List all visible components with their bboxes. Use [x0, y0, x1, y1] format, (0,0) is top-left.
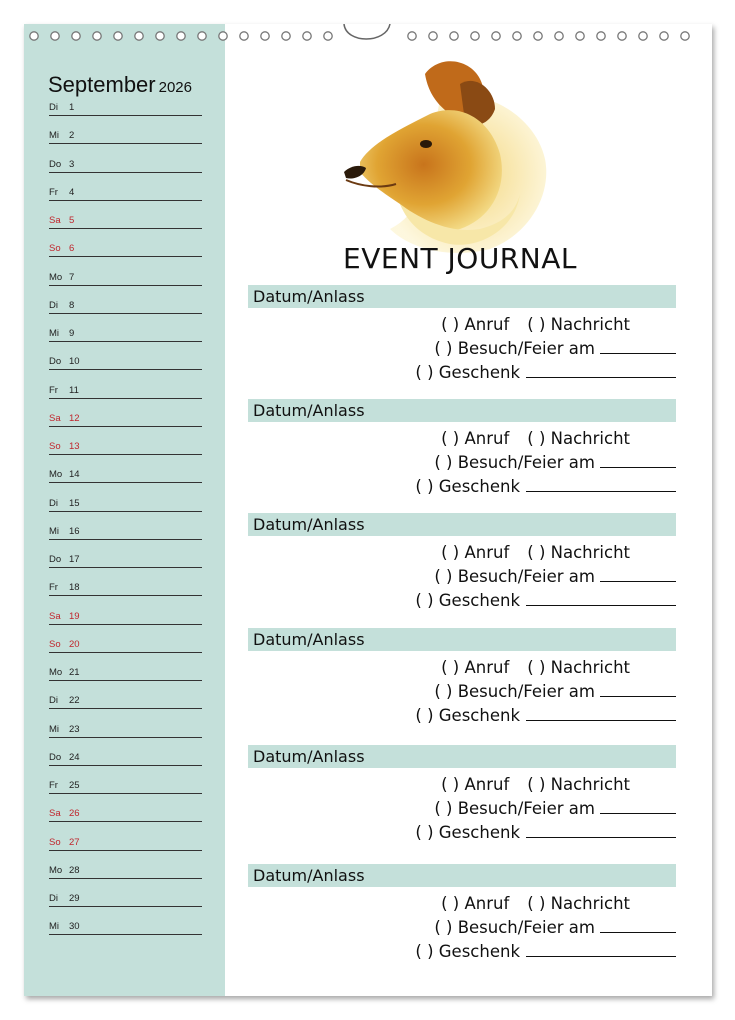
day-number: 6: [69, 243, 75, 255]
day-number: 24: [69, 751, 80, 763]
day-row: [49, 186, 202, 201]
day-number: 10: [69, 356, 80, 368]
collie-dog-watercolor-icon: [330, 44, 560, 264]
day-number: 2: [69, 130, 75, 142]
day-number: 3: [69, 158, 75, 170]
binding-ring-icon: [219, 32, 227, 40]
contact-options: [441, 429, 630, 448]
entry-header: Datum/Anlass: [253, 401, 365, 420]
gift-blank[interactable]: [526, 706, 676, 721]
weekday-label: Do: [49, 356, 62, 368]
call-checkbox-label[interactable]: ( ) Anruf: [441, 315, 510, 334]
day-number: 30: [69, 921, 80, 933]
day-row: [49, 468, 202, 483]
weekday-label: Sa: [49, 610, 61, 622]
entry-header-band: [248, 399, 676, 422]
binding-ring-icon: [492, 32, 500, 40]
gift-line: [415, 591, 676, 610]
day-row: [49, 497, 202, 512]
weekday-label: Sa: [49, 215, 61, 226]
day-row: [49, 864, 202, 879]
binding-ring-icon: [471, 32, 479, 40]
binding-ring-icon: [177, 32, 185, 40]
day-number: 25: [69, 780, 80, 791]
weekday-label: Mi: [49, 328, 60, 339]
binding-ring-icon: [93, 32, 101, 40]
call-checkbox-label[interactable]: ( ) Anruf: [441, 894, 510, 913]
message-checkbox-label[interactable]: ( ) Nachricht: [527, 315, 630, 334]
day-number: 5: [69, 215, 75, 226]
day-row: [49, 384, 202, 399]
day-number: 9: [69, 328, 75, 339]
visit-checkbox-label[interactable]: ( ) Besuch/Feier am: [434, 339, 595, 358]
gift-line: [415, 477, 676, 496]
weekday-label: So: [49, 638, 61, 650]
day-row: [49, 271, 202, 286]
month-name: September: [48, 72, 156, 97]
day-number: 15: [69, 497, 80, 509]
binding-ring-icon: [135, 32, 143, 40]
entry-header-band: [248, 628, 676, 651]
binding-ring-icon: [408, 32, 416, 40]
weekday-label: So: [49, 441, 61, 452]
day-number: 14: [69, 469, 80, 481]
visit-date-blank[interactable]: [600, 799, 676, 814]
entry-header-band: [248, 285, 676, 308]
day-row: [49, 920, 202, 935]
weekday-label: Fr: [49, 582, 58, 594]
day-number: 13: [69, 441, 80, 452]
binding-ring-icon: [639, 32, 647, 40]
weekday-label: Di: [49, 893, 58, 904]
binding-ring-icon: [618, 32, 626, 40]
collie-dog-illustration: [330, 44, 560, 264]
day-row: [49, 892, 202, 907]
day-row: [49, 807, 202, 822]
gift-checkbox-label[interactable]: ( ) Geschenk: [415, 363, 520, 382]
day-number: 20: [69, 638, 80, 650]
day-number: 17: [69, 554, 80, 565]
binding-ring-icon: [282, 32, 290, 40]
call-checkbox-label[interactable]: ( ) Anruf: [441, 543, 510, 562]
day-row: [49, 836, 202, 851]
message-checkbox-label[interactable]: ( ) Nachricht: [527, 658, 630, 677]
gift-checkbox-label[interactable]: ( ) Geschenk: [415, 823, 520, 842]
binding-ring-icon: [72, 32, 80, 40]
day-row: [49, 214, 202, 229]
weekday-label: Mi: [49, 921, 60, 933]
day-number: 21: [69, 667, 80, 678]
entry-header: Datum/Anlass: [253, 747, 365, 766]
contact-options: [441, 315, 630, 334]
weekday-label: Di: [49, 497, 58, 509]
binding-ring-icon: [324, 32, 332, 40]
weekday-label: Sa: [49, 412, 61, 424]
visit-date-blank[interactable]: [600, 453, 676, 468]
binding-ring-icon: [30, 32, 38, 40]
calendar-sidebar: [24, 24, 225, 996]
visit-line: [434, 918, 676, 937]
entry-header: Datum/Anlass: [253, 515, 365, 534]
gift-checkbox-label[interactable]: ( ) Geschenk: [415, 706, 520, 725]
weekday-label: Mi: [49, 723, 60, 735]
day-row: [49, 553, 202, 568]
day-row: [49, 666, 202, 681]
day-row: [49, 694, 202, 709]
day-row: [49, 412, 202, 427]
binding-ring-icon: [513, 32, 521, 40]
weekday-label: Do: [49, 158, 62, 170]
binding-ring-icon: [555, 32, 563, 40]
weekday-label: Di: [49, 102, 58, 113]
binding-ring-icon: [597, 32, 605, 40]
visit-date-blank[interactable]: [600, 339, 676, 354]
day-number: 18: [69, 582, 80, 594]
day-row: [49, 525, 202, 540]
gift-blank[interactable]: [526, 591, 676, 606]
gift-line: [415, 942, 676, 961]
gift-line: [415, 823, 676, 842]
day-number: 28: [69, 864, 80, 876]
weekday-label: Di: [49, 299, 58, 311]
binding-ring-icon: [681, 32, 689, 40]
message-checkbox-label[interactable]: ( ) Nachricht: [527, 894, 630, 913]
weekday-label: Sa: [49, 808, 61, 820]
message-checkbox-label[interactable]: ( ) Nachricht: [527, 543, 630, 562]
visit-line: [434, 567, 676, 586]
message-checkbox-label[interactable]: ( ) Nachricht: [527, 775, 630, 794]
weekday-label: Fr: [49, 186, 58, 198]
year: 2026: [158, 79, 192, 96]
day-row: [49, 638, 202, 653]
weekday-label: Mo: [49, 271, 63, 283]
day-number: 16: [69, 525, 80, 537]
visit-checkbox-label[interactable]: ( ) Besuch/Feier am: [434, 682, 595, 701]
weekday-label: Mi: [49, 525, 60, 537]
gift-checkbox-label[interactable]: ( ) Geschenk: [415, 942, 520, 961]
weekday-label: So: [49, 243, 61, 255]
gift-line: [415, 363, 676, 382]
gift-checkbox-label[interactable]: ( ) Geschenk: [415, 477, 520, 496]
contact-options: [441, 658, 630, 677]
gift-blank[interactable]: [526, 363, 676, 378]
day-row: [49, 299, 202, 314]
day-row: [49, 723, 202, 738]
binding-ring-icon: [114, 32, 122, 40]
day-row: [49, 327, 202, 342]
month-heading: [48, 72, 192, 98]
day-row: [49, 158, 202, 173]
visit-checkbox-label[interactable]: ( ) Besuch/Feier am: [434, 567, 595, 586]
day-number: 26: [69, 808, 80, 820]
day-row: [49, 101, 202, 116]
visit-date-blank[interactable]: [600, 567, 676, 582]
visit-checkbox-label[interactable]: ( ) Besuch/Feier am: [434, 799, 595, 818]
day-row: [49, 779, 202, 794]
visit-checkbox-label[interactable]: ( ) Besuch/Feier am: [434, 453, 595, 472]
binding-ring-icon: [261, 32, 269, 40]
contact-options: [441, 543, 630, 562]
binding-ring-icon: [198, 32, 206, 40]
weekday-label: Do: [49, 751, 62, 763]
weekday-label: Fr: [49, 780, 58, 791]
entry-header: Datum/Anlass: [253, 866, 365, 885]
call-checkbox-label[interactable]: ( ) Anruf: [441, 658, 510, 677]
visit-date-blank[interactable]: [600, 682, 676, 697]
visit-line: [434, 682, 676, 701]
contact-options: [441, 775, 630, 794]
gift-blank[interactable]: [526, 942, 676, 957]
spiral-binding: [24, 24, 712, 44]
binding-ring-icon: [429, 32, 437, 40]
day-number: 1: [69, 102, 75, 113]
call-checkbox-label[interactable]: ( ) Anruf: [441, 775, 510, 794]
message-checkbox-label[interactable]: ( ) Nachricht: [527, 429, 630, 448]
entry-header: Datum/Anlass: [253, 287, 365, 306]
entry-header-band: [248, 513, 676, 536]
entry-header-band: [248, 745, 676, 768]
day-row: [49, 581, 202, 596]
binding-ring-icon: [660, 32, 668, 40]
day-number: 23: [69, 723, 80, 735]
day-number: 8: [69, 299, 75, 311]
gift-blank[interactable]: [526, 477, 676, 492]
binding-ring-icon: [303, 32, 311, 40]
weekday-label: So: [49, 836, 61, 848]
day-number: 11: [69, 384, 79, 396]
day-number: 29: [69, 893, 80, 904]
call-checkbox-label[interactable]: ( ) Anruf: [441, 429, 510, 448]
hanger-hook-icon: [344, 24, 390, 39]
visit-line: [434, 339, 676, 358]
entry-header: Datum/Anlass: [253, 630, 365, 649]
visit-line: [434, 799, 676, 818]
gift-line: [415, 706, 676, 725]
binding-ring-icon: [576, 32, 584, 40]
visit-date-blank[interactable]: [600, 918, 676, 933]
page-title: EVENT JOURNAL: [343, 242, 577, 275]
binding-ring-icon: [51, 32, 59, 40]
weekday-label: Mi: [49, 130, 60, 142]
weekday-label: Fr: [49, 384, 58, 396]
weekday-label: Di: [49, 695, 58, 707]
day-number: 12: [69, 412, 80, 424]
day-number: 19: [69, 610, 80, 622]
calendar-page: [24, 24, 712, 996]
gift-blank[interactable]: [526, 823, 676, 838]
binding-ring-icon: [240, 32, 248, 40]
binding-ring-icon: [534, 32, 542, 40]
binding-ring-icon: [450, 32, 458, 40]
binding-ring-icon: [156, 32, 164, 40]
day-number: 7: [69, 271, 75, 283]
weekday-label: Mo: [49, 864, 63, 876]
entry-header-band: [248, 864, 676, 887]
day-row: [49, 610, 202, 625]
day-number: 4: [69, 186, 75, 198]
day-row: [49, 355, 202, 370]
day-row: [49, 440, 202, 455]
weekday-label: Mo: [49, 667, 63, 678]
day-number: 27: [69, 836, 80, 848]
day-row: [49, 242, 202, 257]
weekday-label: Mo: [49, 469, 63, 481]
day-row: [49, 751, 202, 766]
contact-options: [441, 894, 630, 913]
day-number: 22: [69, 695, 80, 707]
day-row: [49, 129, 202, 144]
gift-checkbox-label[interactable]: ( ) Geschenk: [415, 591, 520, 610]
visit-checkbox-label[interactable]: ( ) Besuch/Feier am: [434, 918, 595, 937]
visit-line: [434, 453, 676, 472]
weekday-label: Do: [49, 554, 62, 565]
